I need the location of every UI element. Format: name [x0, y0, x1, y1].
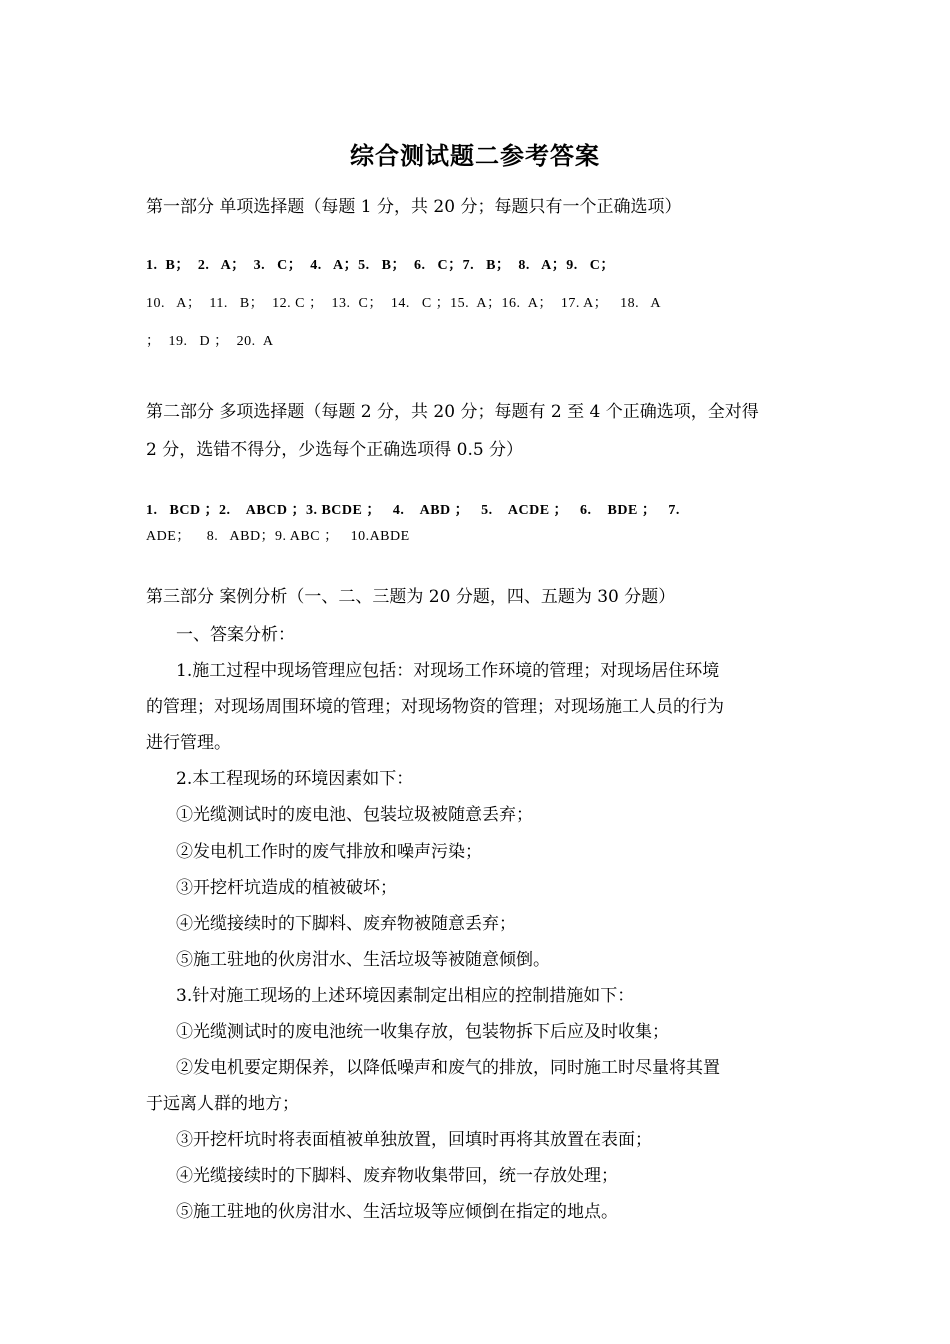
part3-line: 进行管理。 — [146, 733, 231, 753]
part1-heading: 第一部分 单项选择题（每题 1 分，共 20 分；每题只有一个正确选项） — [146, 197, 682, 217]
part1-answers-line-1: 1. B； 2. A； 3. C； 4. A；5. B； 6. C；7. B； 8. A；9. C； — [146, 258, 615, 273]
part3-line: ④光缆接续时的下脚料、废弃物被随意丢弃； — [176, 914, 516, 934]
part3-line: 一、答案分析： — [176, 625, 295, 645]
part3-line: ①光缆测试时的废电池、包装垃圾被随意丢弃； — [176, 805, 533, 825]
part1-answers-line-2: 10. A； 11. B； 12. C ； 13. C； 14. C ；15. A；16. A； 17. A； 18. A — [146, 296, 662, 311]
part3-line: ④光缆接续时的下脚料、废弃物收集带回，统一存放处理； — [176, 1166, 618, 1186]
part3-line: ①光缆测试时的废电池统一收集存放，包装物拆下后应及时收集； — [176, 1022, 669, 1042]
part3-line: 1.施工过程中现场管理应包括：对现场工作环境的管理；对现场居住环境 — [176, 661, 720, 681]
part3-line: ③开挖杆坑时将表面植被单独放置，回填时再将其放置在表面； — [176, 1130, 652, 1150]
part3-line: ⑤施工驻地的伙房泔水、生活垃圾等应倾倒在指定的地点。 — [176, 1202, 618, 1222]
part1-answers-line-3: ； 19. D ； 20. A — [146, 334, 274, 349]
part2-heading-line-2: 2 分，选错不得分，少选每个正确选项得 0.5 分） — [146, 440, 524, 460]
part2-heading-line-1: 第二部分 多项选择题（每题 2 分，共 20 分；每题有 2 至 4 个正确选项，全对得 — [146, 402, 759, 422]
part3-line: ②发电机要定期保养，以降低噪声和废气的排放，同时施工时尽量将其置 — [176, 1058, 720, 1078]
part3-line: ③开挖杆坑造成的植被破坏； — [176, 878, 397, 898]
part3-line: 3.针对施工现场的上述环境因素制定出相应的控制措施如下： — [176, 986, 635, 1006]
part3-line: 于远离人群的地方； — [146, 1094, 299, 1114]
part2-answers-line-2: ADE； 8. ABD；9. ABC ； 10.ABDE — [146, 529, 410, 544]
part3-line: 的管理；对现场周围环境的管理；对现场物资的管理；对现场施工人员的行为 — [146, 697, 724, 717]
part3-line: ⑤施工驻地的伙房泔水、生活垃圾等被随意倾倒。 — [176, 950, 550, 970]
part3-heading: 第三部分 案例分析（一、二、三题为 20 分题，四、五题为 30 分题） — [146, 587, 676, 607]
part3-line: 2.本工程现场的环境因素如下： — [176, 769, 414, 789]
document-title: 综合测试题二参考答案 — [350, 141, 600, 170]
part3-line: ②发电机工作时的废气排放和噪声污染； — [176, 842, 482, 862]
part2-answers-line-1: 1. BCD ；2. ABCD ；3. BCDE ； 4. ABD ； 5. ACDE ； 6. BDE ； 7. — [146, 503, 680, 518]
